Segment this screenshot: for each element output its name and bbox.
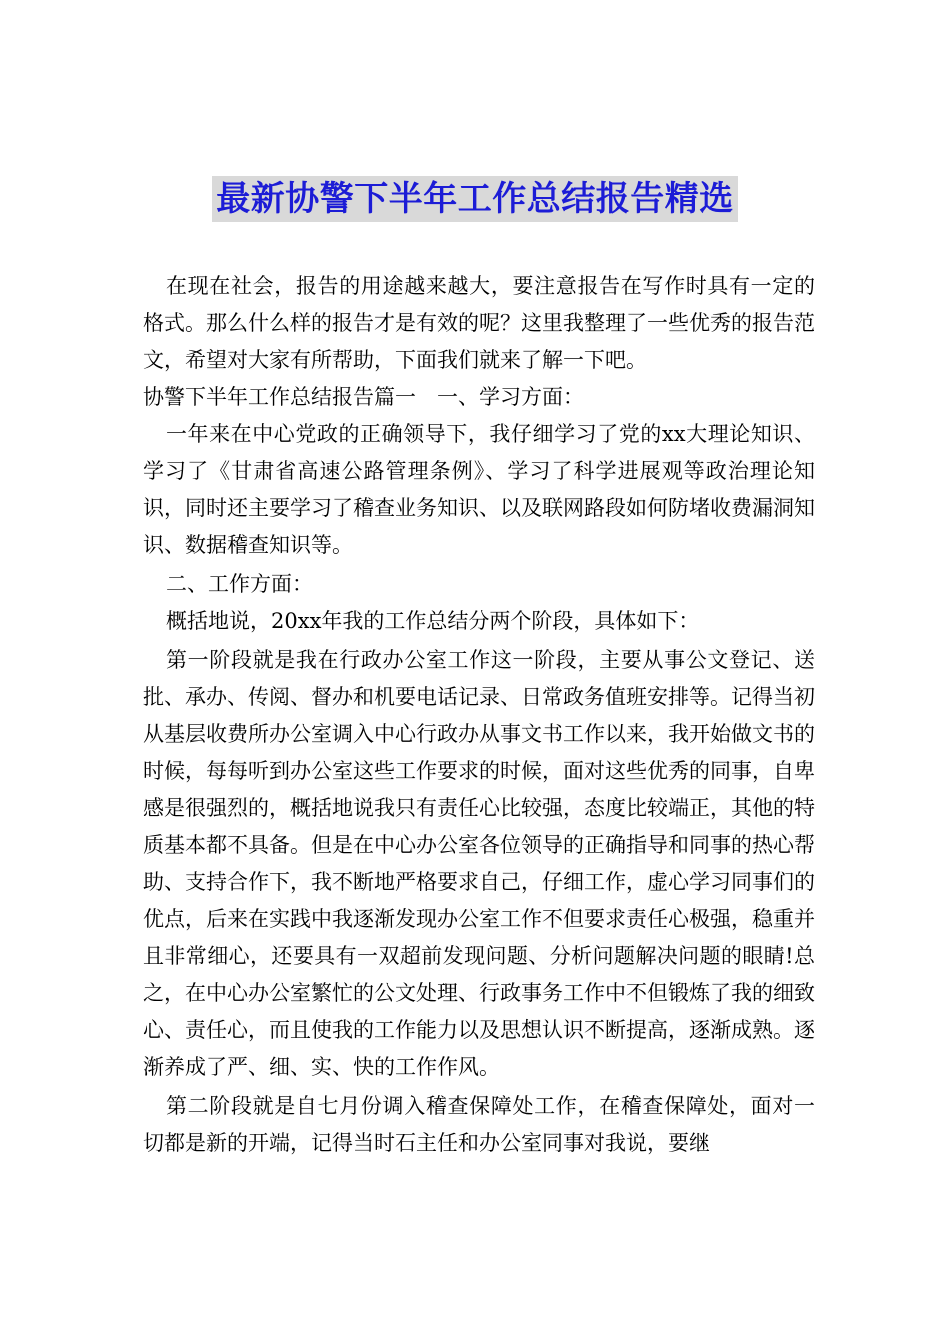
- paragraph-study: 一年来在中心党政的正确领导下，我仔细学习了党的xx大理论知识、学习了《甘肃省高速公路管理条例》、学习了科学进展观等政治理论知识，同时还主要学习了稽查业务知识、以及联网路段如何防堵收费漏洞知识、数据稽查知识等。: [143, 422, 815, 557]
- paragraph-intro: 在现在社会，报告的用途越来越大，要注意报告在写作时具有一定的格式。那么什么样的报告才是有效的呢？这里我整理了一些优秀的报告范文，希望对大家有所帮助，下面我们就来了解一下吧。: [143, 274, 815, 372]
- paragraph-section-heading: 协警下半年工作总结报告篇一 一、学习方面：: [143, 385, 584, 409]
- document-body: [143, 268, 815, 1162]
- document-title: 最新协警下半年工作总结报告精选: [212, 176, 738, 222]
- paragraph-work-heading: 二、工作方面：: [166, 572, 313, 596]
- paragraph-stage-two: 第二阶段就是自七月份调入稽查保障处工作，在稽查保障处，面对一切都是新的开端，记得当时石主任和办公室同事对我说，要继: [143, 1094, 815, 1155]
- title-area: [0, 176, 950, 222]
- paragraph-stage-one: 第一阶段就是我在行政办公室工作这一阶段，主要从事公文登记、送批、承办、传阅、督办和机要电话记录、日常政务值班安排等。记得当初从基层收费所办公室调入中心行政办从事文书工作以来，我开始做文书的时候，每每听到办公室这些工作要求的时候，面对这些优秀的同事，自卑感是很强烈的，概括地说我只有责任心比较强，态度比较端正，其他的特质基本都不具备。但是在中心办公室各位领导的正确指导和同事的热心帮助、支持合作下，我不断地严格要求自己，仔细工作，虚心学习同事们的优点，后来在实践中我逐渐发现办公室工作不但要求责任心极强，稳重并且非常细心，还要具有一双超前发现问题、分析问题解决问题的眼睛!总之，在中心办公室繁忙的公文处理、行政事务工作中不但锻炼了我的细致心、责任心，而且使我的工作能力以及思想认识不断提高，逐渐成熟。逐渐养成了严、细、实、快的工作作风。: [143, 648, 815, 1079]
- paragraph-work-summary: 概括地说，20xx年我的工作总结分两个阶段，具体如下：: [166, 609, 700, 633]
